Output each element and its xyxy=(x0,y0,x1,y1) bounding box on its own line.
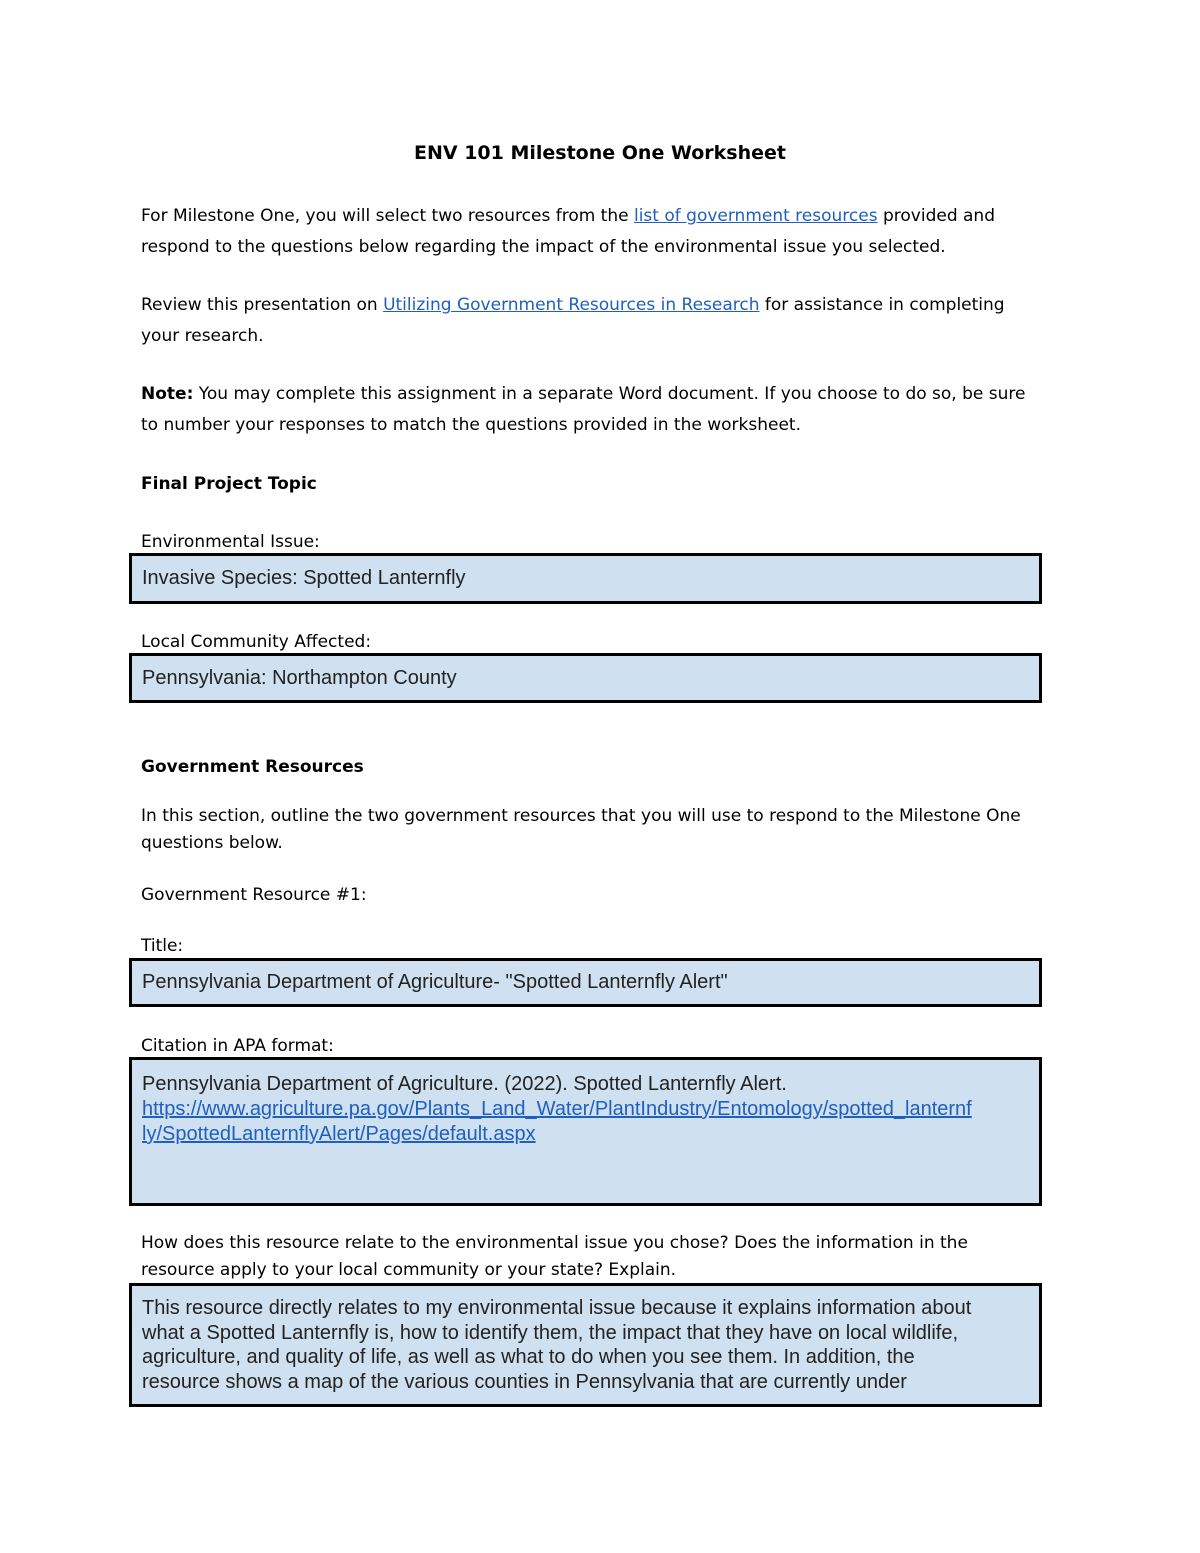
government-resources-heading: Government Resources xyxy=(141,757,364,777)
presentation-link[interactable]: Utilizing Government Resources in Research xyxy=(383,295,760,315)
citation-label: Citation in APA format: xyxy=(141,1036,334,1056)
answer-line: This resource directly relates to my environmental issue because it explains information about xyxy=(142,1297,972,1319)
note-label: Note: xyxy=(141,384,194,404)
note-line-2: to number your responses to match the questions provided in the worksheet. xyxy=(141,415,801,435)
resource-1-label: Government Resource #1: xyxy=(141,885,367,905)
local-community-field[interactable]: Pennsylvania: Northampton County xyxy=(129,653,1042,703)
intro-text: For Milestone One, you will select two resources from the xyxy=(141,206,634,226)
local-community-label: Local Community Affected: xyxy=(141,632,372,652)
page-title: ENV 101 Milestone One Worksheet xyxy=(414,142,786,164)
intro-text: Review this presentation on xyxy=(141,295,384,315)
environmental-issue-field[interactable]: Invasive Species: Spotted Lanternfly xyxy=(129,553,1042,604)
resources-description-line-2: questions below. xyxy=(141,833,283,853)
intro-text: provided and xyxy=(877,206,996,226)
intro-text: for assistance in completing xyxy=(759,295,1005,315)
resources-description-line-1: In this section, outline the two government resources that you will use to respond to the Milestone One xyxy=(141,806,1021,826)
government-resources-link[interactable]: list of government resources xyxy=(633,206,878,226)
intro-paragraph-2-line-2: your research. xyxy=(141,326,264,346)
intro-paragraph-1-line-2: respond to the questions below regarding the impact of the environmental issue you selected. xyxy=(141,237,946,257)
resource-title-field[interactable]: Pennsylvania Department of Agriculture- "Spotted Lanternfly Alert" xyxy=(129,958,1042,1007)
intro-paragraph-1-line-1 xyxy=(141,201,995,232)
citation-url-line-1[interactable]: https://www.agriculture.pa.gov/Plants_Land_Water/PlantIndustry/Entomology/spotted_lanternf xyxy=(142,1098,972,1120)
answer-line: agriculture, and quality of life, as well as what to do when you see them. In addition, the xyxy=(142,1346,915,1368)
intro-paragraph-2-line-1 xyxy=(141,290,1005,321)
relevance-question-line-2: resource apply to your local community or your state? Explain. xyxy=(141,1260,677,1280)
relevance-question-line-1: How does this resource relate to the environmental issue you chose? Does the information in the xyxy=(141,1233,968,1253)
note-line-1 xyxy=(141,379,1025,410)
citation-url-line-2[interactable]: ly/SpottedLanternflyAlert/Pages/default.aspx xyxy=(142,1123,536,1145)
citation-field[interactable] xyxy=(129,1057,1042,1206)
title-label: Title: xyxy=(141,936,184,956)
relevance-answer-field[interactable] xyxy=(129,1283,1042,1407)
note-text: You may complete this assignment in a separate Word document. If you choose to do so, be sure xyxy=(193,384,1026,404)
environmental-issue-label: Environmental Issue: xyxy=(141,532,320,552)
answer-line: what a Spotted Lanternfly is, how to identify them, the impact that they have on local wildlife, xyxy=(142,1321,959,1344)
citation-text: Pennsylvania Department of Agriculture. (2022). Spotted Lanternfly Alert. xyxy=(142,1073,787,1095)
answer-line: resource shows a map of the various counties in Pennsylvania that are currently under xyxy=(142,1370,907,1393)
final-project-topic-heading: Final Project Topic xyxy=(141,474,317,494)
